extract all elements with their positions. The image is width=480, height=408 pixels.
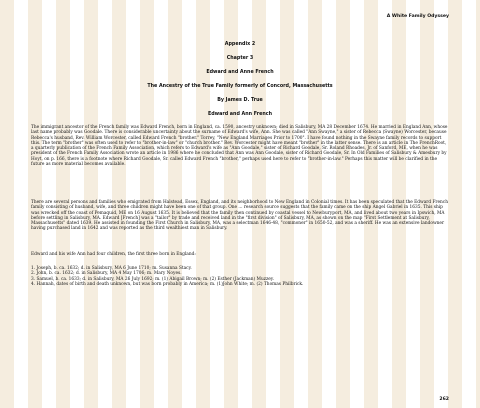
page-number: 262	[439, 397, 449, 402]
subject-heading: Edward and Anne French	[206, 70, 274, 75]
list-item: 1. Joseph, b. ca. 1632; d. in Salisbury, MA 6 June 1710; m. Susanna Stacy.	[31, 266, 192, 271]
author-byline: By James D. True	[217, 98, 263, 103]
list-item: 3. Samuel, b. ca. 1633; d. in Salisbury, MA 26 July 1692; m. (1) Abigail Brown; m. (2) Esther (Jackman) Muzzey.	[31, 276, 275, 282]
page-content	[31, 14, 449, 402]
section-heading: Edward and Ann French	[207, 112, 273, 117]
running-header: A White Family Odyssey	[386, 14, 449, 19]
paragraph-children-intro: Edward and his wife Ann had four children, the first three born in England:	[31, 252, 196, 257]
list-item: 2. John, b. ca. 1632; d. in Salisbury, MA 4 May 1706; m. Mary Noyes.	[31, 271, 182, 277]
paragraph-french-ancestry: The immigrant ancestor of the French family was Edward French, born in England, ca. 1590, ancestry unknown; died in Salisbury, MA 28 December 1674. He married in England Ann, whose last name probably was Goodale. There is considerable uncertainty about the surname of Edward's wife, Ann. She was called "Ann Swayne," a sister of Rebecca (Swayne) Worcester, because Rebecca's husband, Rev. William Worcester, called Edward French "brother." Torrey, "New England Marriages Prior to 1700". I have found nothing in the Swayne family records to support this. The term "brother" was often used to refer to "brother-in-law" or "church brother." Rev. Worcester might have meant "brother" in the latter sense. There is an article in The FrenchRoot, a quarterly publication of the French Family Association, which refers to Edward's wife as "Ann Goodale," sister of Richard Goodale, Sr. Roland Rhoades, Jr. of Sanford, ME, when he was president of the French Family Association wrote an article in 1986 where he concluded that Ann was Ann Goodale, sister of Richard Goodale, Sr. In Old Families of Salisbury & Amesbury by Hoyt, on p. 166, there is a footnote where Richard Goodale, Sr. called Edward French "brother," perhaps used here to refer to "brother-in-law." Perhaps this matter will be clarified in the future as more material becomes available.	[31, 125, 448, 168]
paragraph-emigration: There are several persons and families who emigrated from Halstead, Essex, England, and its neighborhood to New England in Colonial times. It has been speculated that the Edward French family consisting of husband, wife, and three children might have been one of that group. One ... research source suggests that the family came on the ship Angel Gabriel in 1635. This ship was wrecked off the coast of Pemaquid, ME on 16 August 1635. It is believed that the family then continued by coastal vessel to Newburyport, MA, and lived about two years in Ipswich, MA before settling in Salisbury, MA. Edward [French] was a "tailor" by trade and received land in the "first division" of Salisbury, MA, as shown on the map "First Settlement at Salisbury, Massachusetts" dated 1639. He assisted in founding the First Church in Salisbury, MA, was a selectman 1646-48, "commoner" in 1650-52, and was a sheriff. He was an extensive landowner having purchased land in 1642 and was reported as the third wealthiest man in Salisbury.	[31, 200, 448, 232]
children-list	[31, 266, 449, 287]
appendix-heading: Appendix 2	[224, 42, 256, 47]
list-item: 4. Hannah, dates of birth and death unknown, but was born probably in America; m. (1)John White; m. (2) Thomas Philbrick.	[31, 281, 304, 287]
chapter-heading: Chapter 3	[226, 56, 254, 61]
article-title: The Ancestry of the True Family formerly of Concord, Massachusetts	[147, 84, 333, 89]
